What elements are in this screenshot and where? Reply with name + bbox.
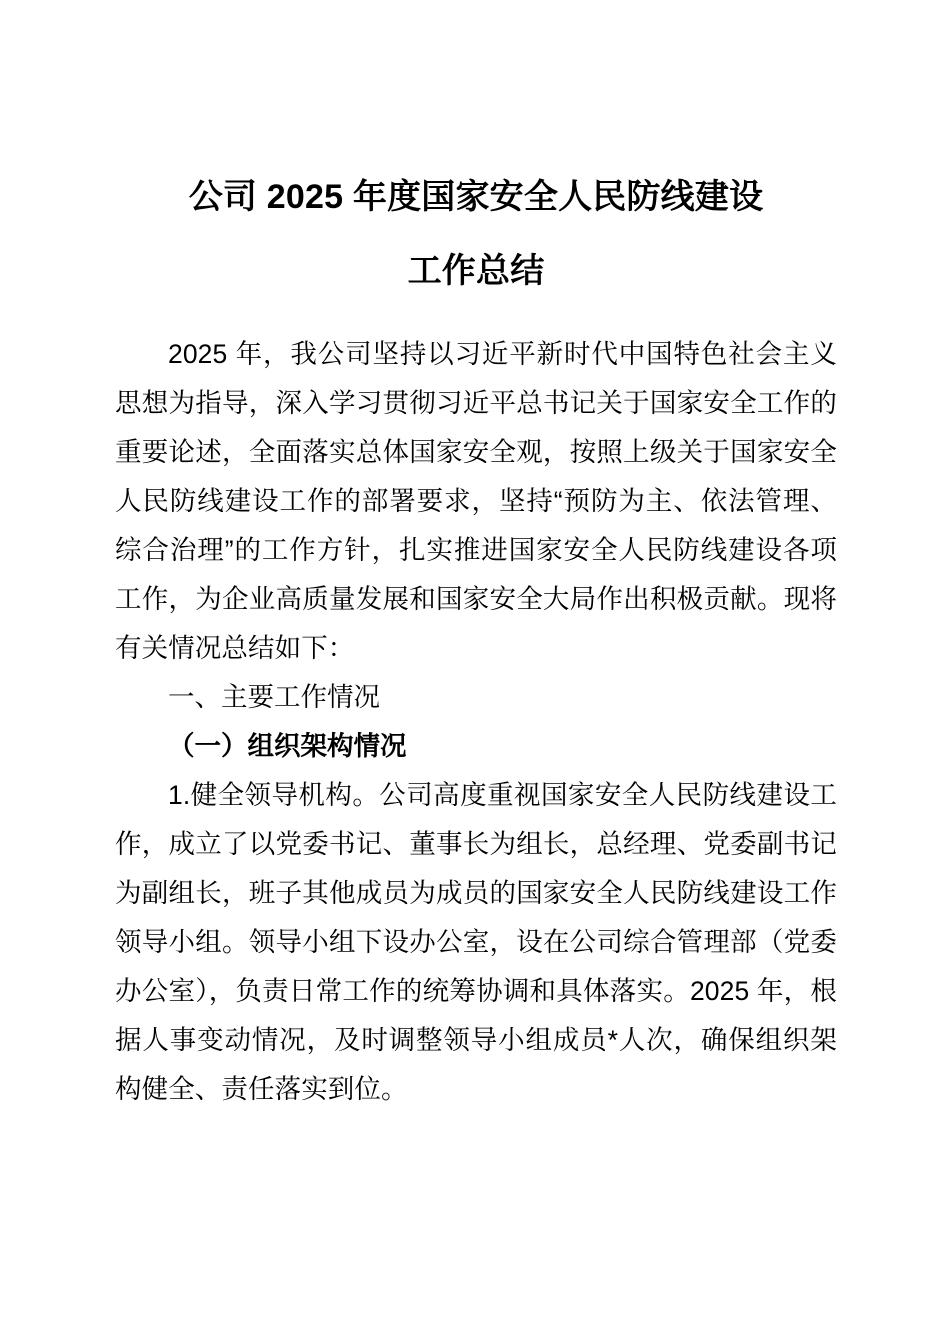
- document-body: [115, 330, 837, 1114]
- page-title: [115, 0, 837, 288]
- intro-paragraph: 2025 年，我公司坚持以习近平新时代中国特色社会主义思想为指导，深入学习贯彻习近平总书记关于国家安全工作的重要论述，全面落实总体国家安全观，按照上级关于国家安全人民防线建设工作的部署要求，坚持“预防为主、依法管理、综合治理”的工作方针，扎实推进国家安全人民防线建设各项工作，为企业高质量发展和国家安全大局作出积极贡献。现将有关情况总结如下：: [115, 339, 837, 663]
- page-title-line-1: 公司 2025 年度国家安全人民防线建设: [188, 178, 764, 216]
- page-title-line-2: 工作总结: [407, 252, 545, 290]
- subsection-heading-1-1: （一）组织架构情况: [168, 731, 407, 761]
- section-heading-1: 一、主要工作情况: [168, 682, 380, 712]
- document-content: [115, 0, 837, 1114]
- item-paragraph-1: 1.健全领导机构。公司高度重视国家安全人民防线建设工作，成立了以党委书记、董事长为组长，总经理、党委副书记为副组长，班子其他成员为成员的国家安全人民防线建设工作领导小组。领导小组下设办公室，设在公司综合管理部（党委办公室），负责日常工作的统筹协调和具体落实。2025 年，根据人事变动情况，及时调整领导小组成员*人次，确保组织架构健全、责任落实到位。: [115, 780, 837, 1104]
